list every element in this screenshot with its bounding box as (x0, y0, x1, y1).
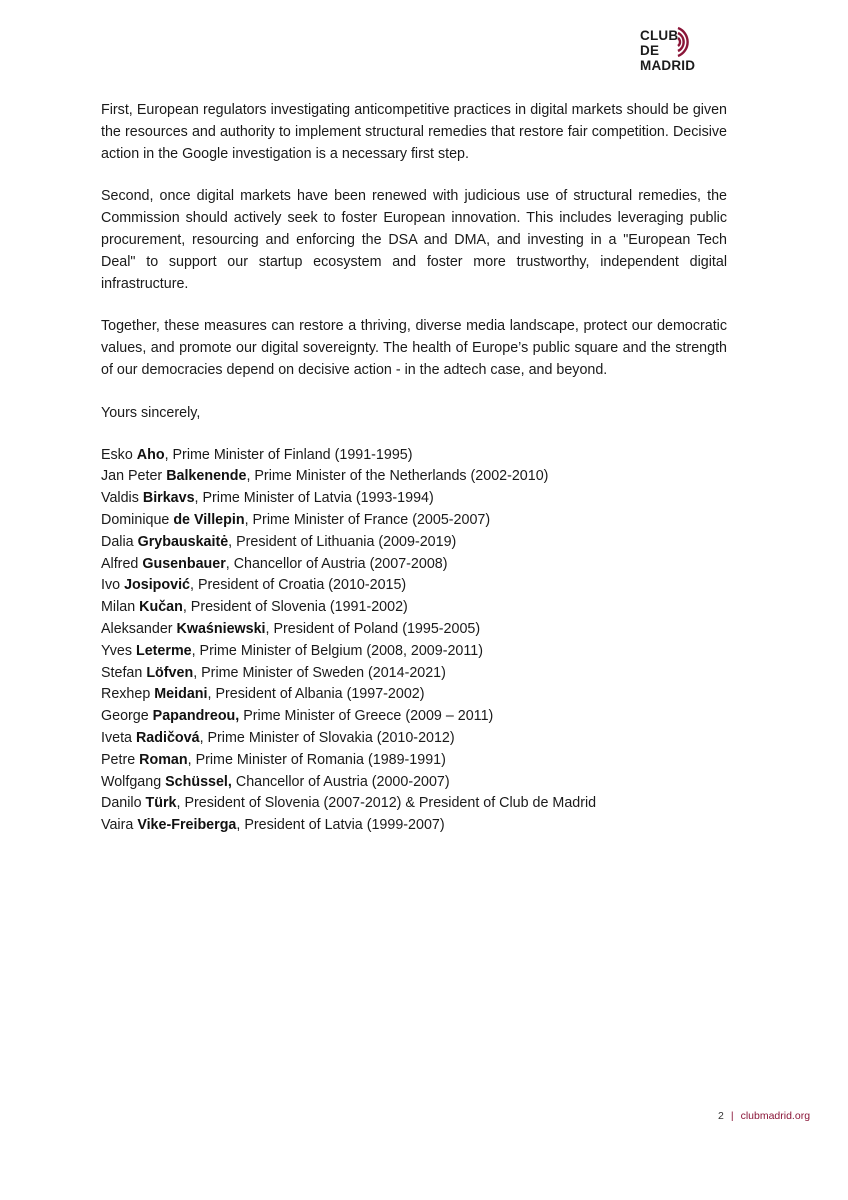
signatory-item (101, 663, 727, 685)
signatory-surname: Gusenbauer (142, 555, 226, 572)
paragraph-first: First, European regulators investigating anticompetitive practices in digital markets should be given the resources and authority to implement structural remedies that restore fair competition. Decisive action in the Google investigation is a necessary first step. (101, 102, 727, 162)
signatory-surname: Leterme (135, 642, 192, 659)
signatory-item (101, 597, 727, 619)
signatory-role: , Prime Minister of Finland (1991-1995) (164, 446, 413, 463)
club-de-madrid-logo (640, 22, 704, 80)
signatory-item (101, 728, 727, 750)
signatory-role: , President of Croatia (2010-2015) (190, 577, 407, 594)
signatory-item (101, 793, 727, 815)
signatory-item (101, 575, 727, 597)
signatory-role: , Prime Minister of the Netherlands (2002-2010) (246, 468, 549, 485)
paragraph-together: Together, these measures can restore a thriving, diverse media landscape, protect our democratic values, and promote our digital sovereignty. The health of Europe’s public square and the strength of our democracies depend on decisive action - in the adtech case, and beyond. (101, 318, 727, 378)
signatory-item (101, 488, 727, 510)
signatory-surname: Vike-Freiberga (137, 817, 237, 834)
signatory-first-name: Danilo (101, 795, 142, 812)
signatory-item (101, 466, 727, 488)
signatory-item (101, 532, 727, 554)
signatory-surname: Radičová (135, 729, 200, 746)
signatory-first-name: Vaira (101, 817, 134, 834)
signatory-role: , Prime Minister of Latvia (1993-1994) (194, 490, 434, 507)
signatory-first-name: Valdis (101, 490, 139, 507)
signatory-item (101, 684, 727, 706)
signatory-role: , Prime Minister of Belgium (2008, 2009-2011) (191, 642, 483, 659)
signatory-surname: Türk (145, 795, 177, 812)
signatory-first-name: Esko (101, 446, 133, 463)
page-number: 2 (718, 1110, 724, 1122)
logo-line-club: CLUB (640, 28, 679, 43)
signatory-first-name: Jan Peter (101, 468, 163, 485)
signatory-surname: Löfven (146, 664, 194, 681)
signatory-item (101, 815, 727, 837)
signatory-surname: Balkenende (166, 468, 247, 485)
signatory-first-name: Alfred (101, 555, 139, 572)
signatory-surname: Meidani (154, 686, 208, 703)
signatory-role: , Prime Minister of France (2005-2007) (244, 511, 491, 528)
signatory-role: , President of Slovenia (2007-2012) & President of Club de Madrid (176, 795, 597, 812)
signatory-role: Chancellor of Austria (2000-2007) (231, 773, 450, 790)
signatory-first-name: Rexhep (101, 686, 151, 703)
signatory-item (101, 641, 727, 663)
signatory-item (101, 706, 727, 728)
letter-body (101, 100, 727, 837)
paragraph-second: Second, once digital markets have been renewed with judicious use of structural remedies, the Commission should actively seek to foster European innovation. This includes leveraging public procurement, resourcing and enforcing the DSA and DMA, and investing in a "European Tech Deal" to support our startup ecosystem and foster more trustworthy, independent digital infrastructure. (101, 188, 727, 292)
signatory-surname: Josipović (124, 577, 191, 594)
signatory-surname: Kučan (139, 599, 183, 616)
signatory-role: , Chancellor of Austria (2007-2008) (225, 555, 448, 572)
signatory-first-name: Yves (101, 642, 132, 659)
signatory-surname: Birkavs (142, 490, 195, 507)
logo-arcs-icon (674, 22, 704, 62)
signatory-surname: Grybauskaitė (137, 533, 229, 550)
closing-salutation: Yours sincerely, (101, 404, 201, 421)
signatory-first-name: Petre (101, 751, 136, 768)
signatory-surname: Papandreou, (152, 708, 240, 725)
signatory-first-name: George (101, 708, 149, 725)
page-footer (718, 1110, 810, 1122)
signatory-first-name: Milan (101, 599, 136, 616)
signatory-first-name: Aleksander (101, 620, 173, 637)
signatory-first-name: Ivo (101, 577, 121, 594)
signatory-item (101, 619, 727, 641)
signatory-first-name: Iveta (101, 729, 132, 746)
signatory-role: , President of Slovenia (1991-2002) (182, 599, 408, 616)
signatory-item (101, 510, 727, 532)
signatory-role: , Prime Minister of Romania (1989-1991) (187, 751, 446, 768)
signatory-list (101, 445, 727, 837)
signatory-surname: Roman (139, 751, 188, 768)
signatory-role: , President of Albania (1997-2002) (207, 686, 425, 703)
signatory-role: , President of Poland (1995-2005) (265, 620, 481, 637)
signatory-surname: Aho (136, 446, 165, 463)
signatory-first-name: Stefan (101, 664, 143, 681)
signatory-first-name: Dalia (101, 533, 134, 550)
signatory-item (101, 554, 727, 576)
signatory-first-name: Wolfgang (101, 773, 162, 790)
footer-separator: | (730, 1110, 734, 1122)
logo-line-madrid: MADRID (640, 58, 696, 73)
logo-line-de: DE (640, 43, 660, 58)
signatory-item (101, 445, 727, 467)
signatory-item (101, 750, 727, 772)
signatory-surname: de Villepin (173, 511, 245, 528)
signatory-role: , President of Lithuania (2009-2019) (228, 533, 457, 550)
signatory-role: Prime Minister of Greece (2009 – 2011) (239, 708, 494, 725)
signatory-item (101, 772, 727, 794)
signatory-surname: Kwaśniewski (176, 620, 266, 637)
signatory-first-name: Dominique (101, 511, 170, 528)
signatory-role: , Prime Minister of Slovakia (2010-2012) (199, 729, 455, 746)
signatory-role: , President of Latvia (1999-2007) (236, 817, 445, 834)
signatory-role: , Prime Minister of Sweden (2014-2021) (193, 664, 446, 681)
signatory-surname: Schüssel, (165, 773, 232, 790)
footer-website-link[interactable]: clubmadrid.org (740, 1110, 811, 1122)
